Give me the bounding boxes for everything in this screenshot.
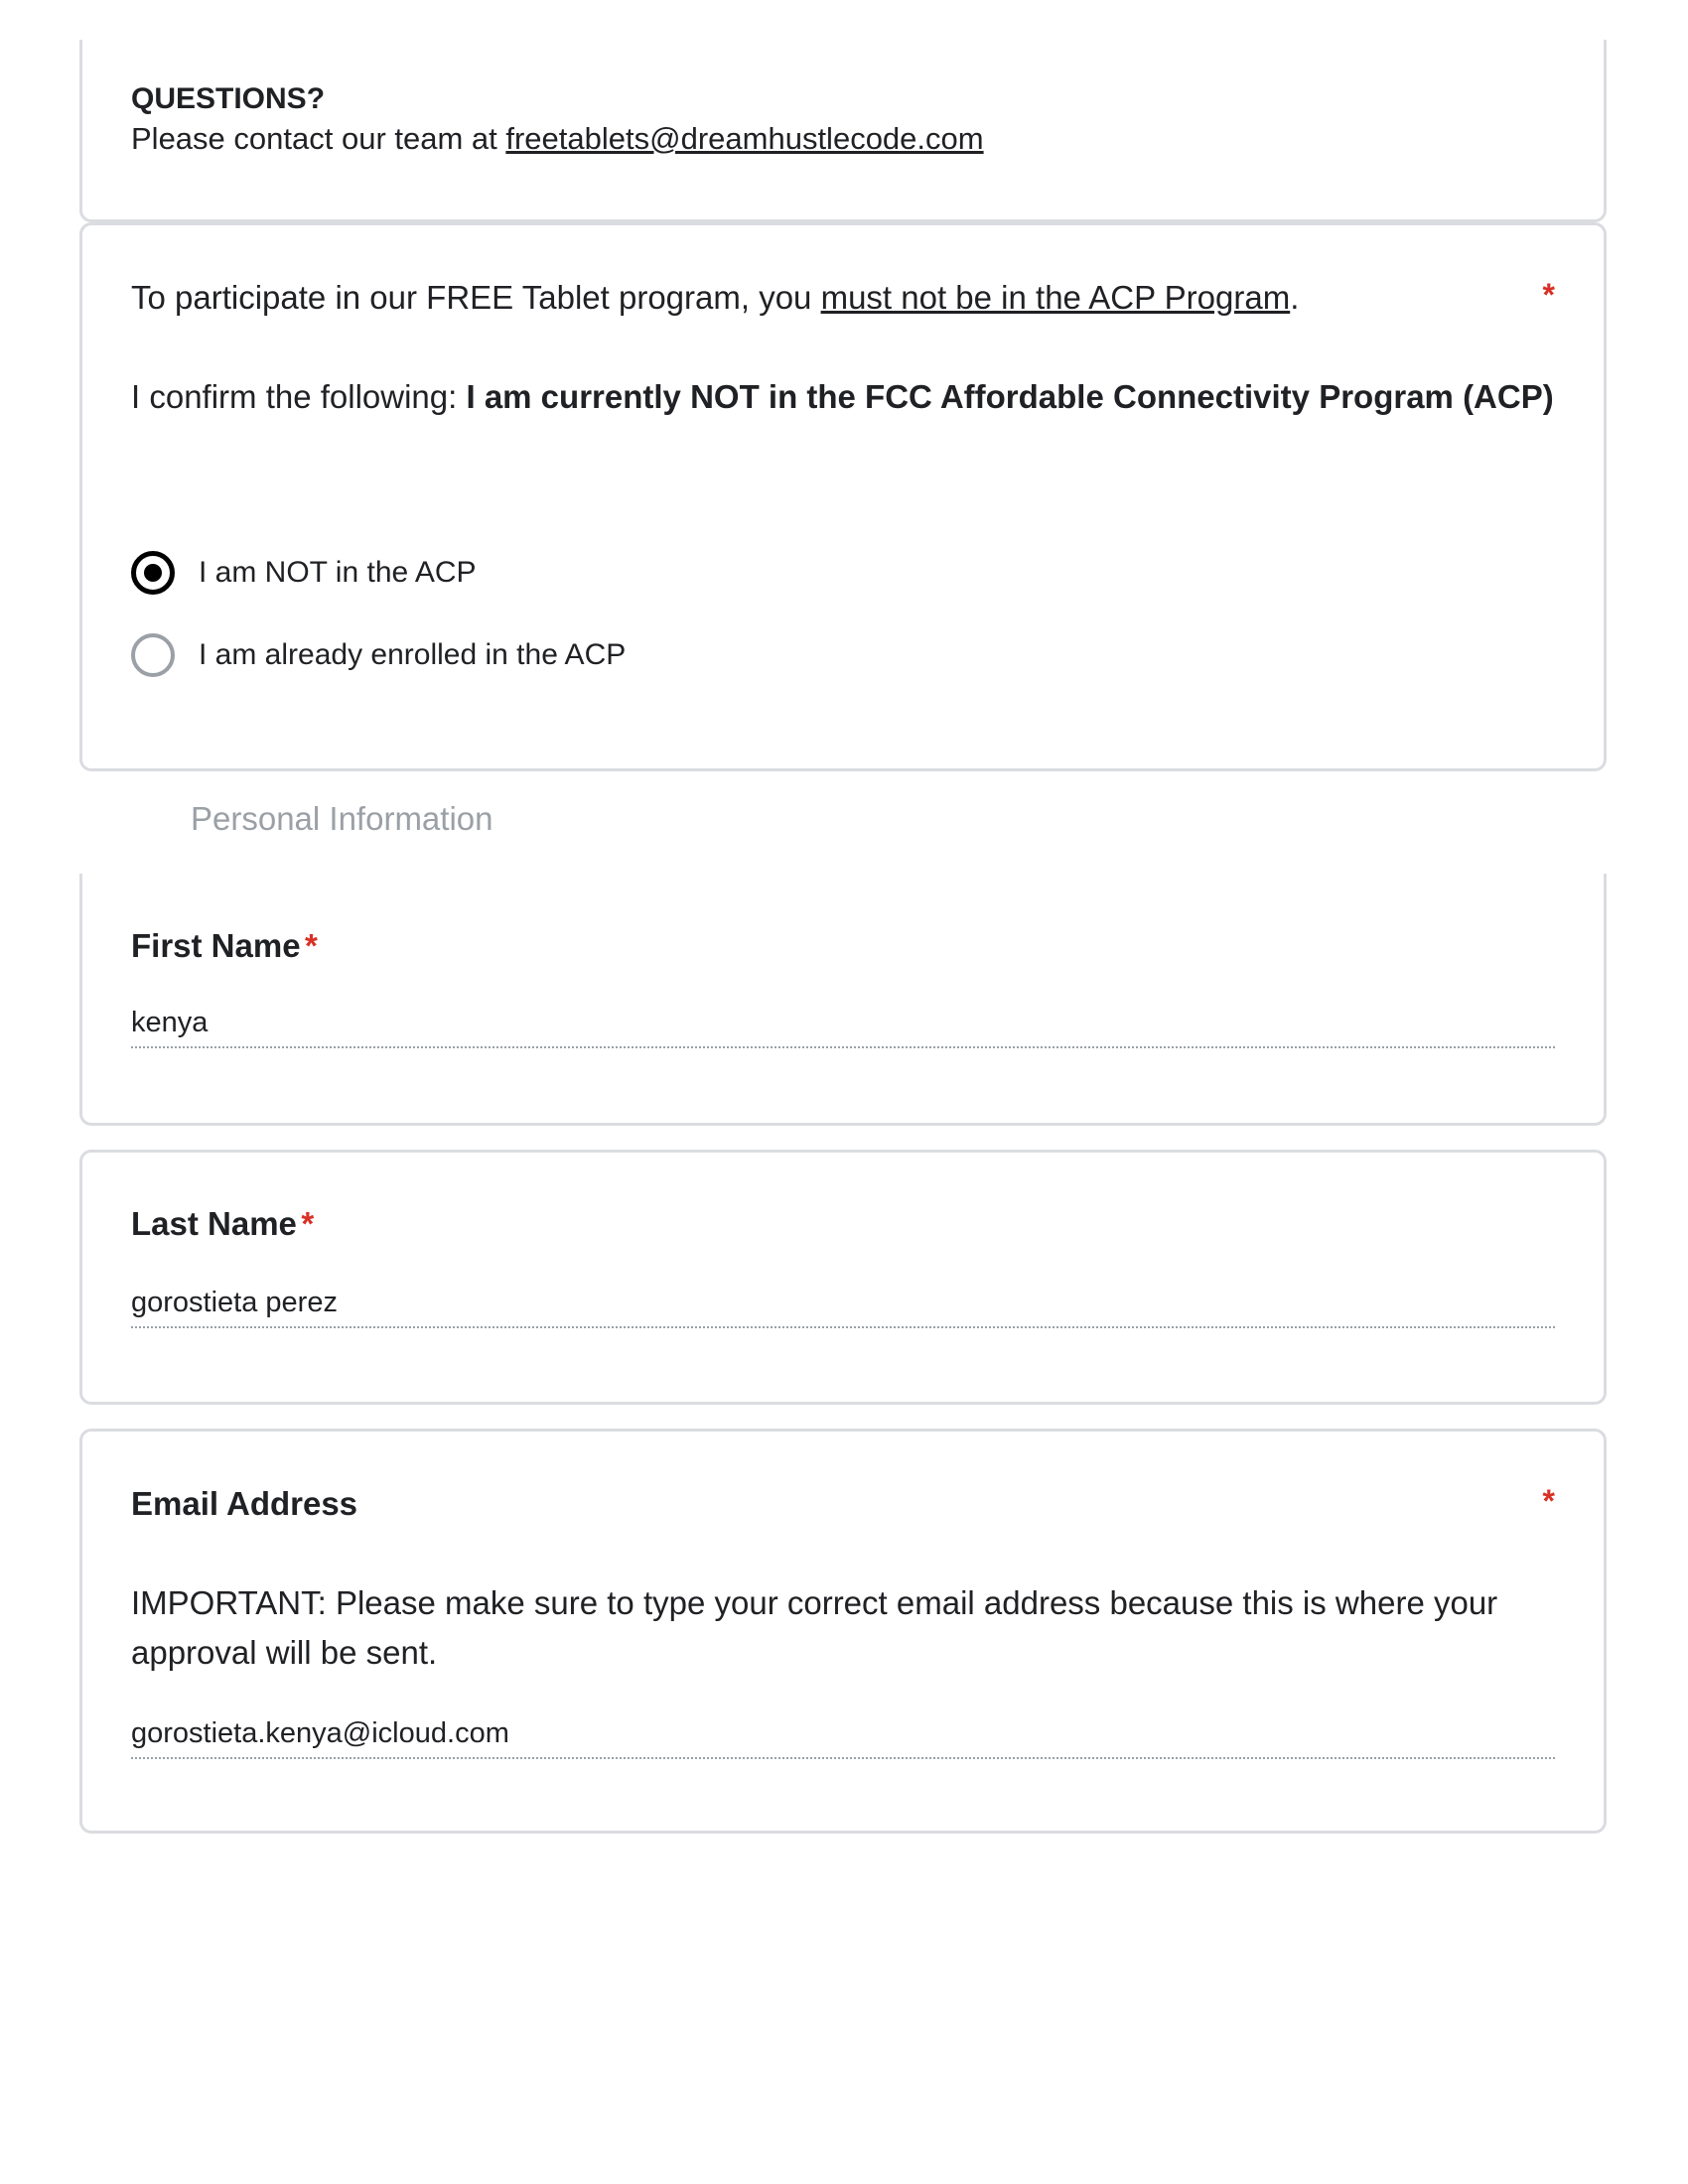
contact-email-link[interactable]: freetablets@dreamhustlecode.com	[505, 121, 984, 156]
required-asterisk: *	[1542, 277, 1555, 313]
acp-intro-suffix: .	[1290, 279, 1300, 316]
required-asterisk: *	[1542, 1483, 1555, 1519]
section-title: Personal Information	[191, 800, 493, 837]
contact-prefix: Please contact our team at	[131, 121, 506, 156]
acp-option-already-enrolled[interactable]	[131, 630, 727, 680]
acp-intro-text	[131, 275, 1494, 321]
email-description: IMPORTANT: Please make sure to type your correct email address because this is where your approval will be sent.	[131, 1584, 1498, 1671]
required-asterisk: *	[305, 927, 318, 964]
questions-heading: QUESTIONS?	[131, 82, 326, 115]
questions-card	[79, 40, 1607, 222]
first-name-input[interactable]	[131, 1003, 1555, 1048]
radio-selected-icon[interactable]	[131, 551, 175, 595]
acp-option-not-enrolled[interactable]	[131, 548, 727, 598]
first-name-value: kenya	[131, 1007, 209, 1038]
radio-unselected-icon[interactable]	[131, 633, 175, 677]
option-label: I am already enrolled in the ACP	[199, 638, 627, 671]
last-name-input[interactable]	[131, 1283, 1555, 1328]
acp-confirm-text	[131, 372, 1555, 422]
last-name-label: Last Name	[131, 1205, 297, 1242]
acp-intro-prefix: To participate in our FREE Tablet program, you	[131, 279, 821, 316]
questions-contact	[131, 117, 1555, 161]
acp-question-card	[79, 222, 1607, 771]
acp-confirm-prefix: I confirm the following:	[131, 378, 467, 415]
email-label: Email Address	[131, 1485, 358, 1522]
last-name-card	[79, 1150, 1607, 1405]
first-name-card	[79, 874, 1607, 1126]
option-label: I am NOT in the ACP	[199, 556, 477, 589]
email-input[interactable]	[131, 1713, 1555, 1759]
email-value: gorostieta.kenya@icloud.com	[131, 1717, 509, 1749]
email-card	[79, 1429, 1607, 1834]
first-name-label: First Name	[131, 927, 301, 964]
acp-program-link[interactable]: must not be in the ACP Program	[820, 279, 1291, 316]
last-name-value: gorostieta perez	[131, 1287, 338, 1318]
acp-confirm-statement: I am currently NOT in the FCC Affordable Connectivity Program (ACP)	[466, 378, 1554, 415]
required-asterisk: *	[301, 1205, 315, 1242]
